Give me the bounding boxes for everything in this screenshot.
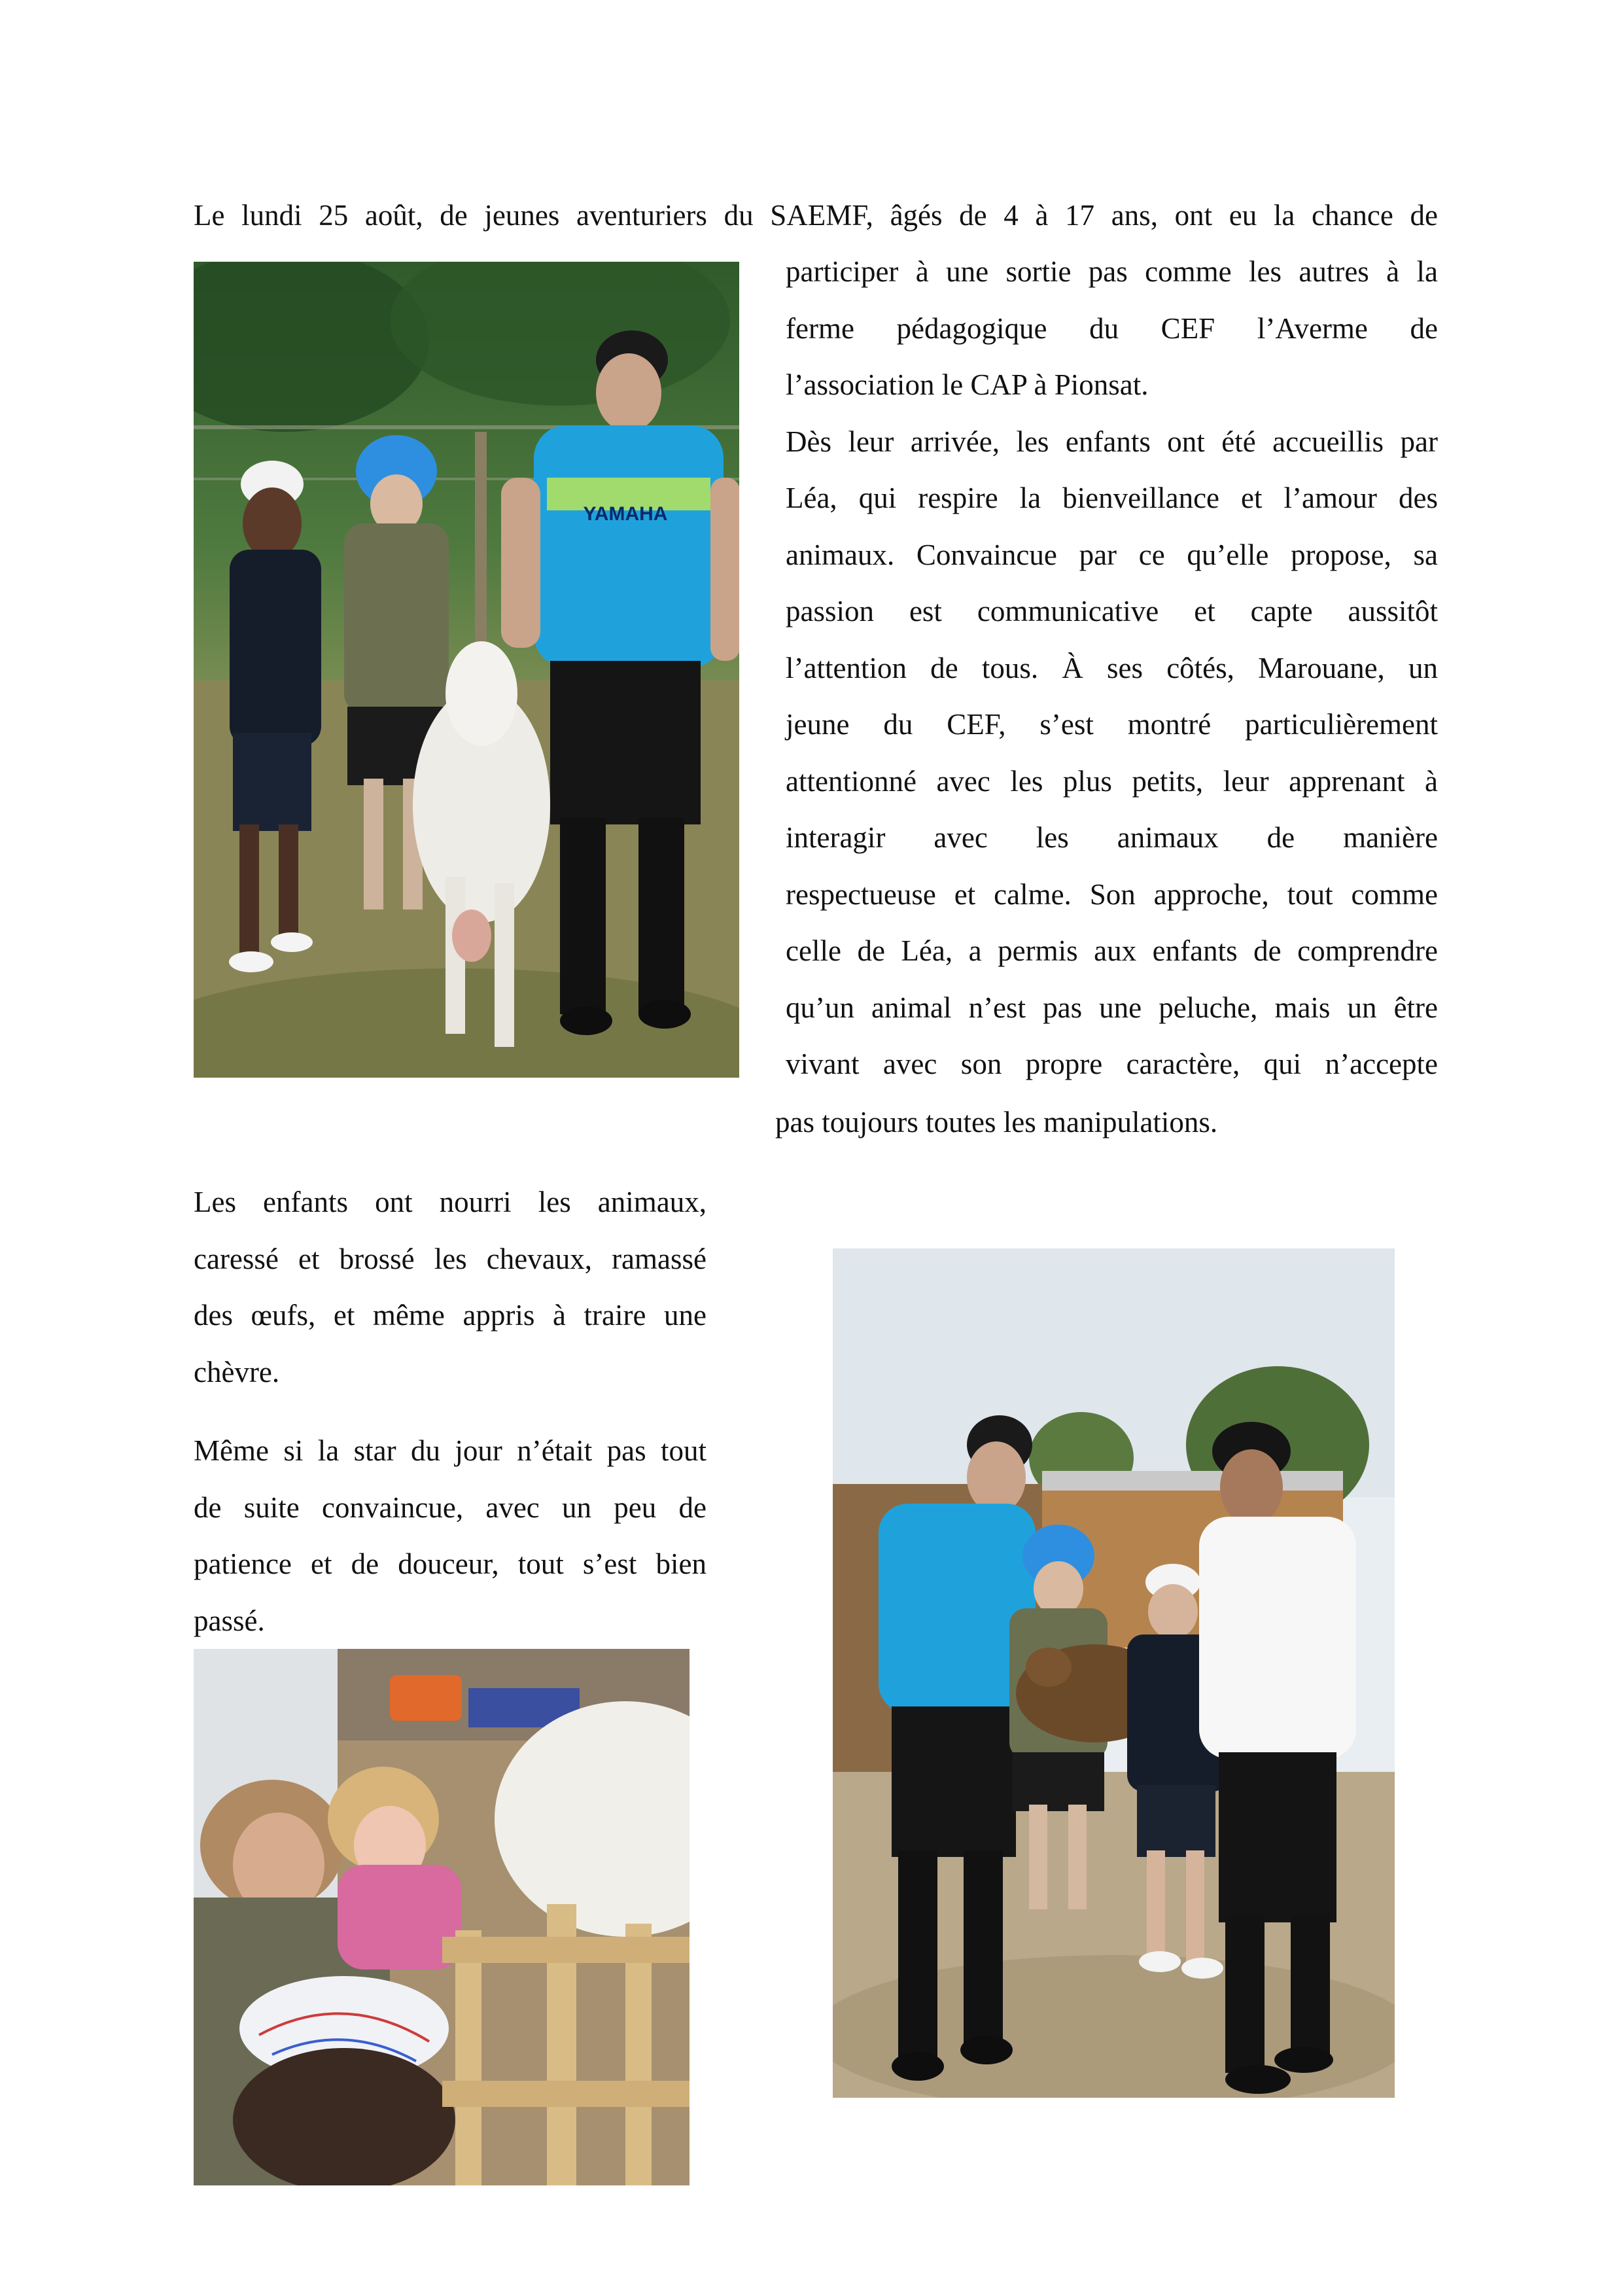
- text-line: Même si la star du jour n’était pas tout: [194, 1434, 707, 1467]
- paragraph-feeding: [194, 1174, 707, 1400]
- intro-line: Le lundi 25 août, de jeunes aventuriers du SAEMF, âgés de 4 à 17 ans, ont eu la chance de: [194, 199, 1438, 232]
- chicken-image: [833, 1248, 1395, 2098]
- text-line: passé.: [194, 1604, 265, 1637]
- text-line: qu’un animal n’est pas une peluche, mais un être: [786, 991, 1438, 1024]
- photo-chicken: [833, 1248, 1395, 2098]
- photo-milking: [194, 1649, 689, 2185]
- text-line: chèvre.: [194, 1355, 280, 1388]
- text-line: de suite convaincue, avec un peu de: [194, 1491, 707, 1524]
- text-line: Dès leur arrivée, les enfants ont été accueillis par: [786, 425, 1438, 458]
- text-line: ferme pédagogique du CEF l’Averme de: [786, 311, 1438, 345]
- jersey-text: YAMAHA: [583, 503, 668, 525]
- text-line: Les enfants ont nourri les animaux,: [194, 1186, 707, 1218]
- text-line: animaux. Convaincue par ce qu’elle propose, sa: [786, 538, 1438, 571]
- goat-walk-image: [194, 262, 739, 1078]
- text-line: l’attention de tous. À ses côtés, Marouane, un: [786, 651, 1438, 684]
- text-line: jeune du CEF, s’est montré particulièrement: [786, 708, 1438, 741]
- text-line: des œufs, et même appris à traire une: [194, 1299, 707, 1332]
- text-line: passion est communicative et capte aussitôt: [786, 595, 1438, 627]
- right-column-last-line: pas toujours toutes les manipulations.: [775, 1106, 1218, 1139]
- photo-goat-walk: [194, 262, 739, 1078]
- text-line: celle de Léa, a permis aux enfants de comprendre: [786, 934, 1438, 967]
- text-line: l’association le CAP à Pionsat.: [786, 368, 1149, 401]
- text-line: participer à une sortie pas comme les autres à la: [786, 255, 1438, 288]
- text-line: vivant avec son propre caractère, qui n’accepte: [786, 1048, 1438, 1080]
- right-column-text: [786, 243, 1438, 1093]
- paragraph-star: [194, 1422, 707, 1649]
- text-line: respectueuse et calme. Son approche, tout comme: [786, 877, 1438, 911]
- milking-image: [194, 1649, 689, 2185]
- text-line: Léa, qui respire la bienveillance et l’amour des: [786, 482, 1438, 514]
- text-line: interagir avec les animaux de manière: [786, 821, 1438, 854]
- text-line: caressé et brossé les chevaux, ramassé: [194, 1242, 707, 1275]
- text-line: patience et de douceur, tout s’est bien: [194, 1547, 707, 1580]
- text-line: attentionné avec les plus petits, leur apprenant à: [786, 764, 1438, 798]
